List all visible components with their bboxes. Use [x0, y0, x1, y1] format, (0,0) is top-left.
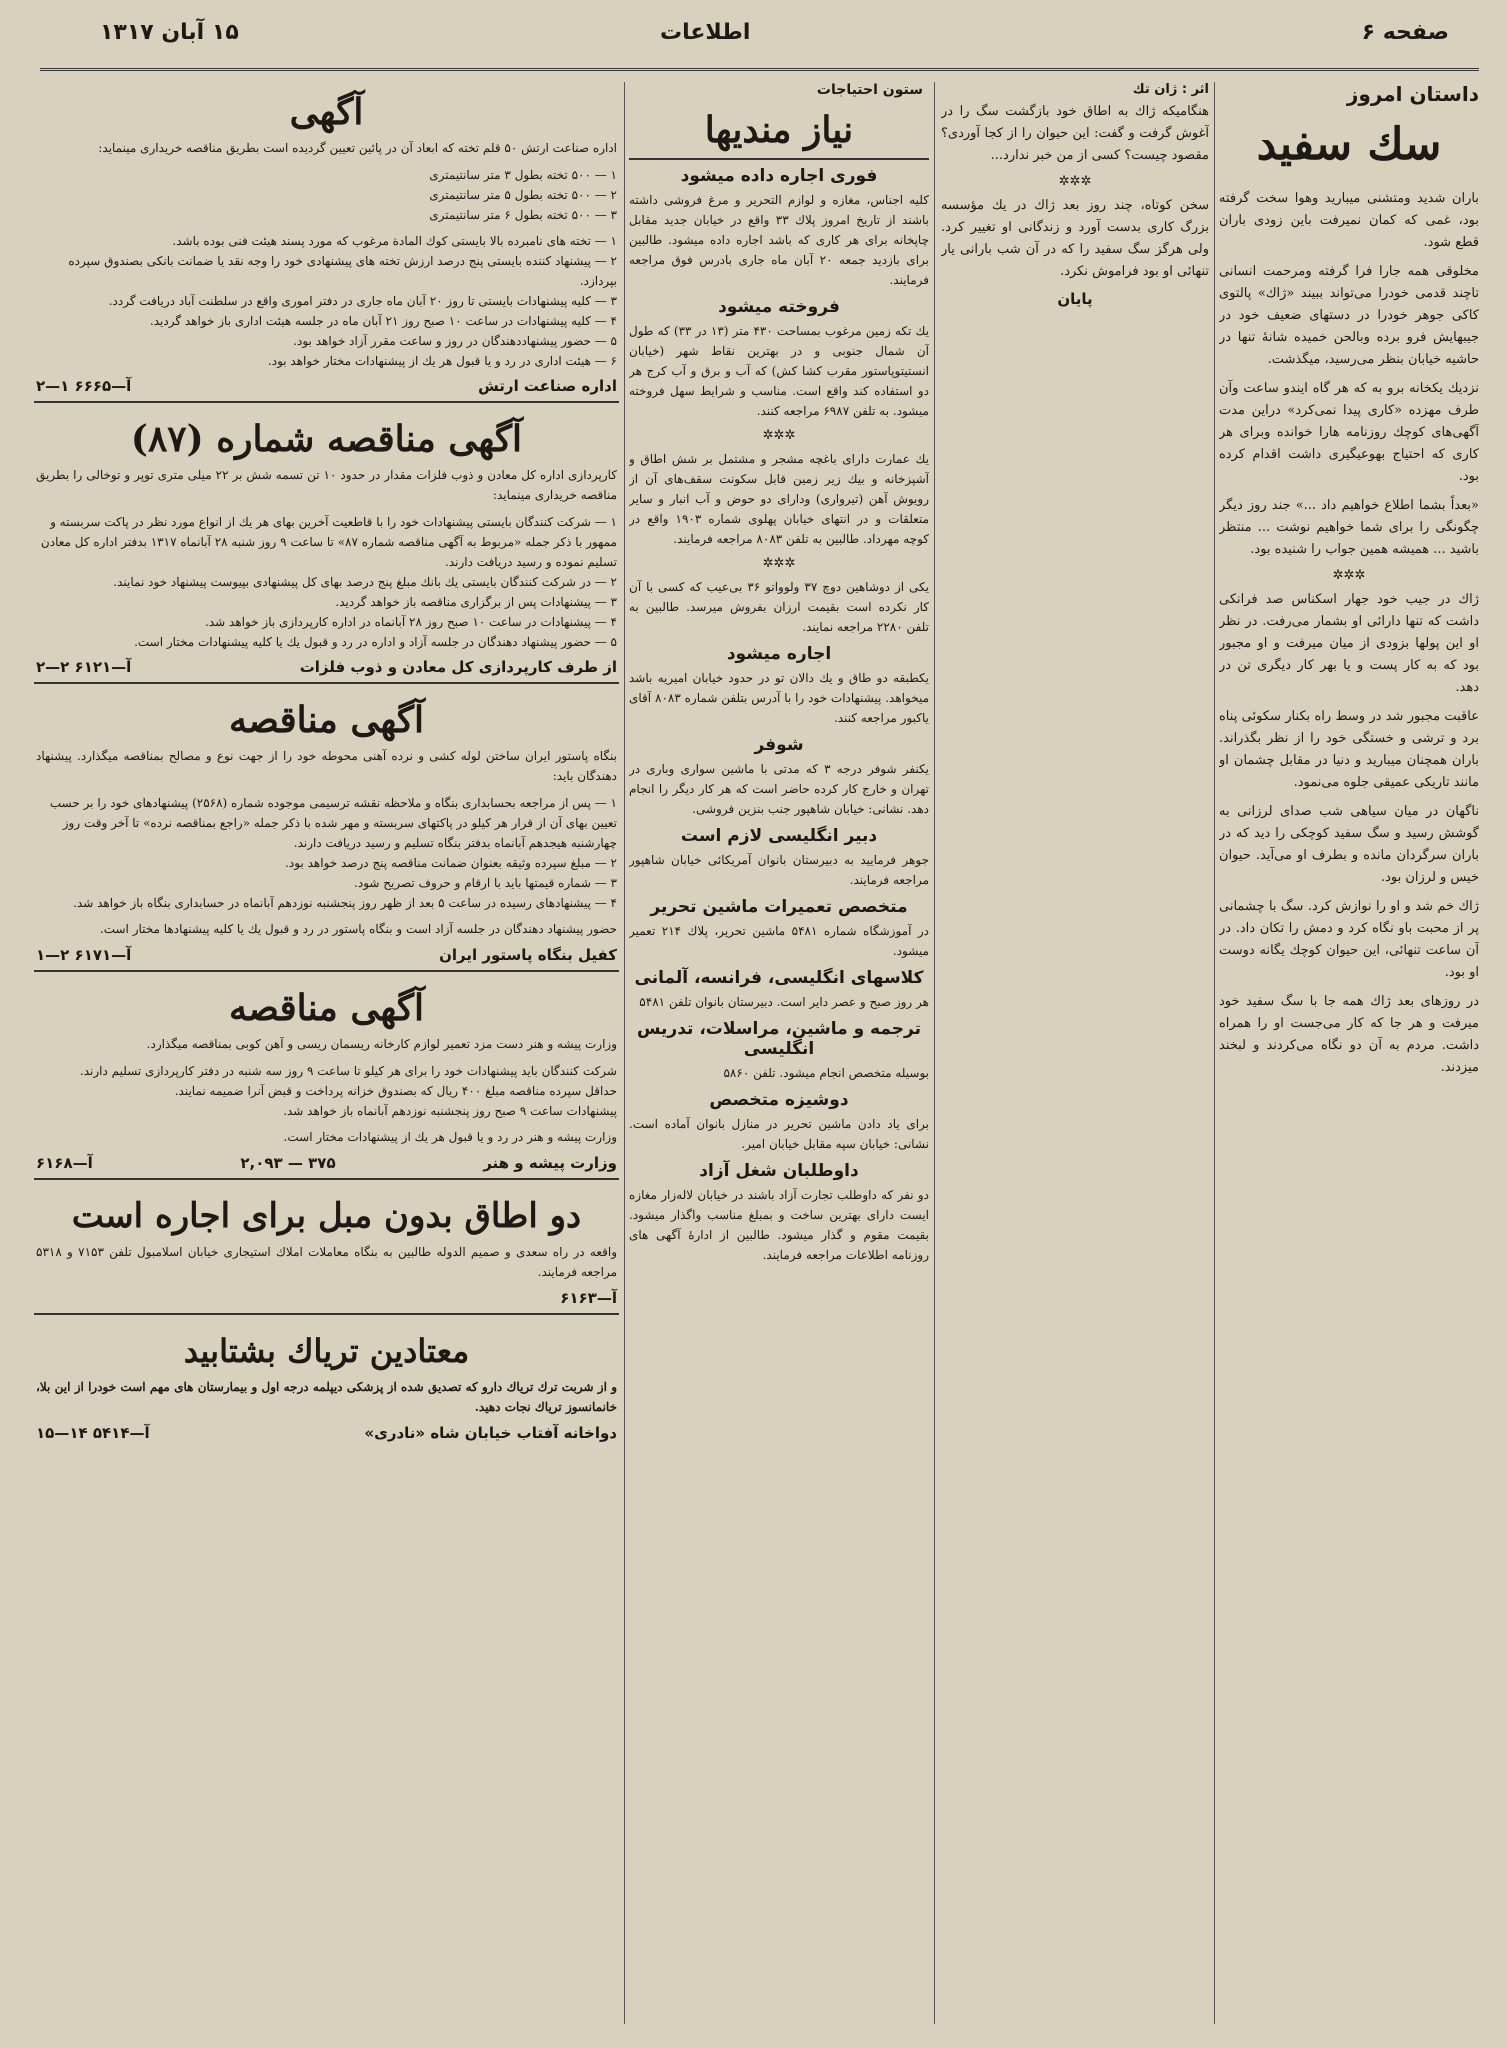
ad-term: ۴ — کلیه پیشنهادات در ساعت ۱۰ صبح روز ۲۱ آبان ماه در جلسه هیئت اداری باز خواهد گردید.	[149, 314, 617, 328]
ad-item: ۱ — ۵۰۰ تخته بطول ۳ متر سانتیمتری	[429, 168, 617, 182]
ad-item-list	[36, 793, 617, 913]
ad-opium	[34, 1321, 619, 1448]
ad-item: ۳ — شماره قیمتها باید با ارقام و حروف تصریح شود.	[354, 876, 617, 890]
ad-item: ۱ — پس از مراجعه بحسابداری بنگاه و ملاحظه نقشه ترسیمی موجوده شماره (۲۵۶۸) پیشنهادهای خود را بر حسب تعیین بهای آن از قرار هر کیلو در پاکتهای سربسته و مهر شده با ذکر جمله «راجع بمناقصه نرده» تا آخر وقت روز چهارشنبه هیجدهم آبانماه بدفتر بنگاه تسلیم و رسید دریافت دارند.	[49, 796, 617, 850]
story-paragraph: مخلوقی همه جارا فرا گرفته ومرحمت انسانی تاچند قدمی خودرا می‌تواند ببیند «ژاك» پالتوی کاکی جوهر خودرا در دستهای ضعیف خود در جیبهایش فرو برده وبالحن خمیده شانهٔ تنها در حاشیه خیابان بنظر می‌رسید، میگذشت.	[1219, 264, 1479, 367]
ad-signature	[36, 1154, 617, 1172]
classified-text: یك عمارت دارای باغچه مشجر و مشتمل بر شش اطاق و آشپزخانه و بیك زیر زمین قابل سکونت سقف‌های آن از رویوش آهن (تیرواری) ودارای دو حوض و آب انبار و سایر متعلقات و در انتهای خیابان پهلوی شماره ۱۹۰۳ واقع در کوچه مهرداد. طالبین به تلفن ۸۰۸۳ مراجعه فرمایند.	[629, 452, 929, 546]
story-paragraph: هنگامیکه ژاك به اطاق خود بازگشت سگ را در آغوش گرفت و گفت: این حیوان را از کجا آوردی؟ مقصود چیست؟ کسی از من خبر ندارد...	[941, 104, 1209, 163]
ad-signer: کفیل بنگاه پاستور ایران	[439, 946, 617, 964]
ad-army	[34, 82, 619, 403]
ad-term: ۱ — تخته های نامبرده بالا بایستی کوك المادة مرغوب که مورد پسند هیئت فنی بوده باشد.	[172, 234, 617, 248]
ad-term: ۳ — کلیه پیشنهادات بایستی تا روز ۲۰ آبان ماه جاری در دفتر اموری واقع در سلطنت آباد دریافت گردد.	[108, 294, 617, 308]
ads-column	[34, 82, 619, 2024]
classifieds-column	[629, 82, 929, 2024]
classified-text: برای یاد دادن ماشین تحریر در منازل بانوان آماده است. نشانی: خیابان سپه مقابل خیابان امیر.	[629, 1117, 929, 1151]
ad-term: ۵ — حضور پیشنهاددهندگان در روز و ساعت مقرر آزاد خواهد بود.	[293, 334, 617, 348]
ad-code: آ—۶۶۶۵ ۱—۲	[36, 377, 132, 395]
ad-code: آ—۶۱۷۱ ۲—۱	[36, 946, 132, 964]
ad-item: ۲ — مبلغ سپرده وثیقه بعنوان ضمانت مناقصه پنج درصد خواهد بود.	[285, 856, 617, 870]
story-paragraph: ژاك در جیب خود جهار اسکناس صد فرانکی داشت که تنها دارائی او بشمار می‌رفت. در نظر او این پولها بزودی از میان میرفت و او مجبور بود که به کار پست و یا بهر کار دیگری تن در دهد.	[1219, 592, 1479, 695]
ad-signature	[36, 658, 617, 676]
story-header	[1219, 82, 1479, 106]
ad-intro: کارپردازی اداره کل معادن و ذوب فلزات مقدار در حدود ۱۰ تن تسمه شش بر ۲۲ میلی متری توپر و توخالی را بطریق مناقصه خریداری مینماید:	[36, 468, 618, 502]
ad-intro: بنگاه پاستور ایران ساختن لوله کشی و نرده آهنی محوطه خود را از جهت نوع و مصالح بمناقصه میگذارد. پیشنهاد دهندگان باید:	[36, 749, 617, 783]
ad-code: آ—۵۴۱۴ ۱۴—۱۵	[36, 1424, 150, 1442]
classified-heading: داوطلبان شغل آزاد	[699, 1161, 859, 1181]
story-paragraph: باران شدید ومتشنی میبارید وهوا سخت گرفته بود، غمی که کمان نمیرفت باین زودی باران قطع شود.	[1219, 191, 1479, 250]
classifieds-title: نیاز مندیها	[629, 102, 929, 160]
issue-date: ۱۵ آبان ۱۳۱۷	[100, 20, 239, 45]
ad-tender-87	[34, 409, 619, 684]
ad-item-list	[36, 1061, 617, 1121]
classified-heading: شوفر	[754, 735, 804, 755]
classified-heading: فوری اجاره داده میشود	[680, 166, 878, 186]
classified-text: یکنفر شوفر درجه ۳ که مدتی با ماشین سواری وباری در تهران و خارج کار کرده حاضر است که هر کار دیگر را انجام دهد. نشانی: خیابان شاهپور جنب بنزین فروشی.	[629, 762, 929, 816]
story-paragraph: ژاك خم شد و او را نوازش کرد. سگ با چشمانی پر از محبت باو نگاه کرد و دمش را تکان داد. در آن ساعت تنهائی، این حیوان کوچك یگانه دوست او بود.	[1219, 899, 1479, 980]
story-paragraph: «بعداً بشما اطلاع خواهیم داد ...» جند روز دیگر چگونگی را برای شما خواهیم نوشت ... منتظر باشید ... همیشه همین جواب را شنیده بود.	[1219, 498, 1479, 557]
story-paragraph: ناگهان در میان سیاهی شب صدای لرزانی به گوشش رسید و سگ سفید کوچکی را دید که در باران سرگردان مانده و بطرف او می‌آید. حیوان خیس و لرزان بود.	[1219, 804, 1479, 885]
ad-item: ۲ — در شرکت کنندگان بایستی یك بانك مبلغ پنج درصد بهای کل پیشنهادی بپیوست پیشنهاد خود نمایند.	[113, 575, 617, 589]
classified-heading: متخصص تعمیرات ماشین تحریر	[650, 897, 908, 917]
story-author	[941, 82, 1209, 97]
ad-note: وزارت پیشه و هنر در رد و یا قبول هر یك از پیشنهادات مختار است.	[283, 1130, 617, 1144]
ad-item: شرکت کنندگان باید پیشنهادات خود را برای هر کیلو تا ساعت ۹ روز سه شنبه در دفتر کارپردازی تسلیم دارند.	[79, 1064, 617, 1078]
ad-industry-tender	[34, 978, 619, 1180]
classified-text: در آموزشگاه شماره ۵۴۸۱ ماشین تحریر، پلاك ۲۱۴ تعمیر میشود.	[629, 924, 929, 958]
ad-term: ۲ — پیشنهاد کننده بایستی پنج درصد ارزش تخته های پیشنهادی خود را وجه نقد یا ضمانت بانکی بصندوق سپرده بپردازد.	[68, 254, 617, 288]
page-number: صفحه ۶	[1361, 20, 1449, 45]
story-kicker: داستان امروز	[1346, 82, 1479, 106]
classified-text: بوسیله متخصص انجام میشود. تلفن ۵۸۶۰	[723, 1066, 929, 1080]
ad-signature	[36, 946, 617, 964]
classified-text: هر روز صبح و عصر دایر است. دبیرستان بانوان تلفن ۵۴۸۱	[639, 995, 929, 1009]
classified-heading: دبیر انگلیسی لازم است	[680, 826, 878, 846]
ad-title: دو اطاق بدون مبل برای اجاره است	[71, 1196, 582, 1236]
ad-title: آگهی مناقصه	[228, 699, 425, 741]
ad-address: دواخانه آفتاب خیابان شاه «نادری»	[364, 1424, 617, 1442]
ad-pasteur-tender	[34, 690, 619, 972]
ad-signature	[36, 1289, 617, 1307]
ad-item: ۴ — پیشنهادات در ساعت ۱۰ صبح روز ۲۸ آبانماه در اداره کارپردازی باز خواهد شد.	[205, 615, 617, 629]
classified-text: دو نفر که داوطلب تجارت آزاد باشند در خیابان لاله‌زار مغازه ایست دارای بهترین ساخت و بمبلغ مناسب واگذار میشود. بقیمت مقوم و گذار میشود. طالبین از ادارهٔ آگهی های روزنامه اطلاعات مراجعه فرمایند.	[629, 1188, 929, 1262]
column-rule	[934, 82, 935, 2024]
author-name: اثر : ژان تك	[1132, 82, 1209, 97]
ad-item: ۱ — شرکت کنندگان بایستی پیشنهادات خود را با قاطعیت آخرین بهای هر یك از انواع مورد نظر در پاکت سربسته و ممهور با ذکر جمله «مربوط به آگهی مناقصه شماره ۸۷» تا ساعت ۹ روز شنبه ۲۸ آبانماه ۱۳۱۷ بدفتر اداره کل معادن تسلیم نموده و رسید دریافت دارند.	[40, 515, 617, 569]
classified-text: یکی از دوشاهین دوچ ۳۷ ولوواتو ۳۶ بی‌عیب که کسی با آن کار نکرده است بقیمت ارزان بفروش میرسد. طالبین به تلفن ۲۲۸۰ مراجعه نمایند.	[629, 580, 929, 634]
story-end: پایان	[1057, 290, 1093, 308]
ad-code: آ—۶۱۲۱ ۲—۲	[36, 658, 132, 676]
ad-intro: وزارت پیشه و هنر دست مزد تعمیر لوازم کارخانه ریسمان ریسی و آهن کوبی بمناقصه میگذارد.	[146, 1037, 617, 1051]
ad-terms	[36, 231, 617, 371]
ad-signer: وزارت پیشه و هنر	[483, 1154, 617, 1172]
ad-note: حضور پیشنهاد دهندگان در جلسه آزاد است و بنگاه پاستور در رد و قبول یك یا کلیه پیشنهادها مختار است.	[99, 922, 617, 936]
classified-text: کلیه اجناس، مغازه و لوازم التحریر و مرغ فروشی داشته باشند از تاریخ امروز پلاك ۳۳ واقع در خیابان جدید مقابل چاپخانه برای هر کاری که باشد اجاره داده میشود. طالبین برای بازدید جمعه ۲۰ آبان ماه جاری بادرس فوق مراجعه فرمایند.	[629, 193, 929, 287]
column-rule	[1214, 82, 1215, 2024]
story-paragraph: سخن کوتاه، چند روز بعد ژاك در یك مؤسسه بزرگ کاری بدست آورد و زندگانی او تغییر کرد. ولی هرگز سگ سفید را که در آن شب بارانی یار تنهائی او بود فراموش نکرد.	[941, 198, 1209, 279]
ad-signer: اداره صناعت ارتش	[478, 377, 617, 395]
classified-heading: اجاره میشود	[726, 644, 832, 664]
ad-item: ۳ — پیشنهادات پس از برگزاری مناقصه باز خواهد گردید.	[335, 595, 617, 609]
ad-code: آ—۶۱۶۳	[560, 1289, 617, 1307]
classified-heading: دوشیزه متخصص	[709, 1090, 849, 1110]
page-header	[40, 20, 1479, 71]
separator-stars: ✲✲✲	[1332, 568, 1366, 583]
ad-title: آگهی مناقصه شماره (۸۷)	[130, 418, 523, 460]
classifieds-header	[635, 82, 923, 98]
newspaper-name: اطلاعات	[660, 20, 751, 45]
story-paragraph: نزدیك یکخانه برو به که هر گاه ایندو ساعت وآن طرف مهزده «کاری پیدا نمی‌کرد» دراین مدت آگهی‌های کوچك روزنامه هارا خوانده وبرای هر کاری که احتیاج بهوعیگیری داشت اقدام کرده بود.	[1219, 381, 1479, 484]
ad-text: واقعه در راه سعدی و صمیم الدوله طالبین به بنگاه معاملات املاك استیجاری خیابان اسلامبول تلفن ۷۱۵۳ و ۵۳۱۸ مراجعه فرمایند.	[36, 1245, 617, 1279]
ad-term: ۶ — هیئت اداری در رد و یا قبول هر یك از پیشنهادات مختار خواهد بود.	[267, 354, 617, 368]
ad-signature	[36, 1424, 617, 1442]
ad-item: ۲ — ۵۰۰ تخته بطول ۵ متر سانتیمتری	[429, 188, 617, 202]
story-continuation-column	[941, 82, 1209, 2024]
story-title: سك سفيد	[1256, 119, 1442, 170]
separator-stars: ✲✲✲	[762, 556, 796, 571]
separator-stars: ✲✲✲	[1058, 174, 1092, 189]
ad-item: پیشنهادات ساعت ۹ صبح روز پنجشنبه نوزدهم آبانماه باز خواهد شد.	[283, 1104, 617, 1118]
classified-heading: فروخته میشود	[718, 297, 840, 317]
separator-stars: ✲✲✲	[762, 428, 796, 443]
classified-text: یکطبقه دو طاق و یك دالان تو در حدود خیابان امیریه باشد میخواهد. پیشنهادات خود را با آدرس بتلفن شماره ۸۰۸۳ آقای یاکبور مراجعه کنند.	[629, 671, 929, 725]
ad-item: حداقل سپرده مناقصه مبلغ ۴۰۰ ریال که بصندوق خزانه پرداخت و قبض آنرا ضمیمه نمایند.	[174, 1084, 617, 1098]
ad-code: آ—۶۱۶۸	[36, 1154, 93, 1172]
ad-item: ۴ — پیشنهادهای رسیده در ساعت ۵ بعد از ظهر روز پنجشنبه نوزدهم آبانماه در حسابداری بنگاه باز خواهد شد.	[73, 896, 617, 910]
classified-text: یك تکه زمین مرغوب بمساحت ۴۳۰ متر (۱۳ در ۳۳) که طول آن شمال جنوبی و در بهترین نقاط شهر (خیابان انستیتوپاستور مقرب کشا کش) که آب و برق و آب کرج هر دو استفاده کند واقع است. مناسب و شرایط سهل فروخته میشود. به تلفن ۶۹۸۷ مراجعه کنند.	[629, 324, 929, 418]
ad-intro: اداره صناعت ارتش ۵۰ قلم تخته که ابعاد آن در پائین تعیین گردیده است بطریق مناقصه خریداری مینماید:	[98, 141, 617, 155]
ad-item: ۳ — ۵۰۰ تخته بطول ۶ متر سانتیمتری	[429, 208, 617, 222]
ad-item: ۵ — حضور پیشنهاد دهندگان در جلسه آزاد و اداره در رد و قبول یك یا کلیه پیشنهادات مختار است.	[134, 635, 617, 649]
ad-signature	[36, 377, 617, 395]
story-column	[1219, 82, 1479, 2024]
ad-item-list	[36, 512, 617, 652]
ad-title: آگهی مناقصه	[228, 987, 425, 1029]
classifieds-section: ستون احتیاجات	[816, 82, 923, 98]
ad-title: آگهی	[289, 91, 364, 133]
ad-title: معتادین تریاك بشتابید	[183, 1332, 470, 1370]
ad-number: ۳۷۵ — ۲,۰۹۳	[240, 1154, 336, 1172]
ad-text: و از شربت ترك تریاك دارو که تصدیق شده از پزشکی دیپلمه درجه اول و بیمارستان های مهم است خودرا از این بلا، خانمانسوز تریاك نجات دهید.	[36, 1380, 617, 1414]
ad-signer: از طرف کارپردازی کل معادن و ذوب فلزات	[299, 658, 617, 676]
ad-item-list	[36, 165, 617, 225]
classified-heading: ترجمه و ماشین، مراسلات، تدریس انگلیسی	[637, 1019, 921, 1059]
classified-heading: کلاسهای انگلیسی، فرانسه، آلمانی	[634, 968, 924, 988]
ad-rooms-rent	[34, 1186, 619, 1315]
story-paragraph: در روزهای بعد ژاك همه جا با سگ سفید خود میرفت و هر جا که کار می‌جست او را همراه داشت. مردم به آن دو نگاه می‌کردند و لبخند میزدند.	[1219, 994, 1479, 1075]
column-rule	[624, 82, 625, 2024]
story-paragraph: عاقبت مجبور شد در وسط راه بکنار سکوئی پناه برد و ترشی و خستگی خود را از نظر بگذراند. باران همچنان میبارید و دنیا در مقابل چشمان او مانند تاریکی عمیقی جلوه می‌نمود.	[1219, 709, 1479, 790]
classified-text: جوهر فرمایید به دبیرستان بانوان آمریکائی خیابان شاهپور مراجعه فرمایند.	[629, 853, 929, 887]
